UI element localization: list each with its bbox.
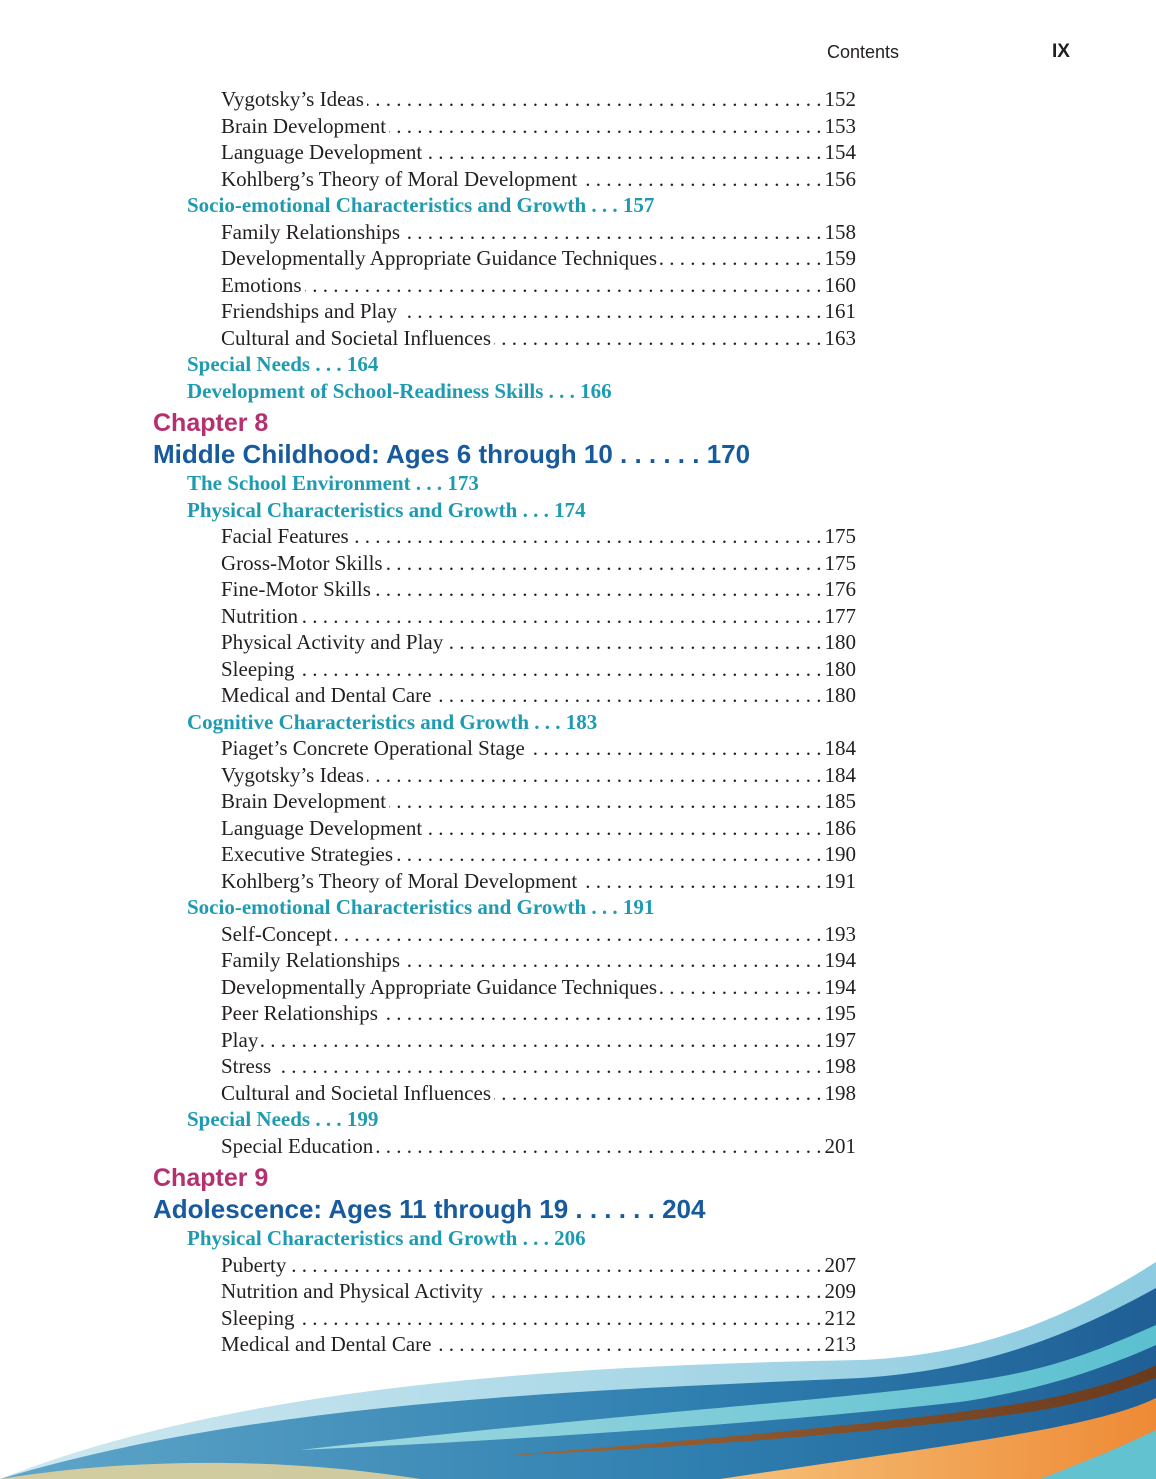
toc-entry [221,219,856,245]
toc-entry-page: 190 [824,842,856,866]
toc-entry-title: Fine-Motor Skills [221,577,371,601]
toc-entry [221,841,856,867]
toc-section-heading: Physical Characteristics and Growth . . . 206 [187,1226,586,1250]
toc-entry-title: Family Relationships [221,948,401,972]
toc-entry-title: Self-Concept [221,921,332,946]
toc-entry-title: Piaget’s Concrete Operational Stage [221,736,525,760]
toc-section-heading: Socio-emotional Characteristics and Growth . . . 191 [187,895,655,919]
toc-section-heading: Special Needs . . . 199 [187,1107,379,1131]
dot-leader [446,629,821,655]
dot-leader [352,523,822,549]
toc-entry-title: Facial Features [221,524,349,548]
toc-entry-page: 201 [824,1133,856,1158]
toc-entry-title: Cultural and Societal Influences [221,1080,491,1105]
dot-leader [580,166,821,192]
toc-entry [221,86,856,112]
running-header-section: Contents [827,42,900,62]
toc-entry [221,1027,856,1053]
dot-leader [425,139,821,165]
toc-entry-page: 180 [824,656,856,681]
toc-entry-page: 175 [824,550,856,575]
dot-leader [660,245,821,271]
chapter-title: Middle Childhood: Ages 6 through 10 . . . . . . 170 [153,439,751,469]
toc-entry [221,523,856,549]
page-number: IX [1052,41,1070,62]
toc-entry-title: Medical and Dental Care [221,1332,432,1356]
toc-entry-title: Kohlberg’s Theory of Moral Development [221,166,578,191]
toc-entry-title: Family Relationships [221,219,401,244]
toc-entry-page: 198 [824,1080,856,1105]
toc-entry-page: 180 [824,683,856,707]
toc-entry-title: Language Development [221,140,423,164]
toc-entry [221,576,856,602]
toc-entry-page: 163 [824,325,856,350]
toc-entry-title: Gross-Motor Skills [221,550,383,575]
dot-leader [274,1053,821,1079]
dot-leader [403,219,821,245]
toc-entry-page: 160 [824,272,856,297]
toc-entry-title: Vygotsky’s Ideas [221,762,364,787]
dot-leader [660,974,821,1000]
toc-entry [221,603,856,629]
toc-entry-title: Peer Relationships [221,1001,378,1025]
toc-entry-title: Nutrition and Physical Activity [221,1279,483,1303]
toc-entry-page: 197 [824,1027,856,1052]
toc-section-heading: The School Environment . . . 173 [187,471,479,495]
toc-entry-page: 193 [824,921,856,946]
toc-entry-page: 175 [824,524,856,548]
toc-entry-page: 154 [824,140,856,164]
dot-leader [389,788,821,814]
toc-entry-title: Sleeping [221,656,295,681]
toc-entry [221,788,856,814]
toc-entry-title: Medical and Dental Care [221,683,432,707]
toc-entry-title: Brain Development [221,113,387,138]
toc-entry [221,272,856,298]
toc-entry-title: Puberty [221,1252,287,1277]
dot-leader [386,550,822,576]
toc-entry-title: Stress [221,1054,272,1078]
toc-section-heading: Socio-emotional Characteristics and Growth . . . 157 [187,193,655,217]
toc-entry-title: Developmentally Appropriate Guidance Techniques [221,974,658,999]
toc-entry-title: Play [221,1027,259,1052]
dot-leader [403,947,821,973]
toc-entry-page: 194 [824,948,856,972]
chapter-title: Adolescence: Ages 11 through 19 . . . . . . 204 [153,1194,706,1224]
toc-entry [221,325,856,351]
dot-leader [381,1000,822,1026]
decorative-wave-graphic [0,1250,1156,1479]
toc-entry-page: 161 [824,299,856,323]
toc-entry-title: Cultural and Societal Influences [221,325,491,350]
dot-leader [367,762,822,788]
toc-entry-title: Nutrition [221,603,298,628]
toc-entry [221,1053,856,1079]
toc-entry-title: Vygotsky’s Ideas [221,87,364,111]
toc-entry-page: 212 [824,1305,856,1330]
toc-entry-page: 195 [824,1001,856,1025]
toc-entry-title: Emotions [221,272,302,297]
toc-entry-page: 184 [824,736,856,760]
dot-leader [305,272,822,298]
chapter-label: Chapter 8 [153,409,269,437]
toc-entry-title: Brain Development [221,789,387,813]
dot-leader [298,656,822,682]
toc-entry [221,550,856,576]
toc-entry-page: 207 [824,1252,856,1277]
toc-entry-page: 153 [824,113,856,138]
toc-entry-page: 198 [824,1054,856,1078]
toc-entry [221,735,856,761]
toc-entry-page: 186 [824,815,856,840]
dot-leader [301,603,822,629]
toc-entry [221,113,856,139]
dot-leader [400,298,821,324]
toc-entry [221,815,856,841]
toc-section-heading: Cognitive Characteristics and Growth . . . 183 [187,709,598,734]
dot-leader [425,815,821,841]
toc-entry-title: Language Development [221,815,423,840]
toc-entry-page: 176 [824,577,856,601]
dot-leader [494,1080,822,1106]
toc-entry-page: 185 [824,789,856,813]
toc-entry-title: Developmentally Appropriate Guidance Techniques [221,246,658,270]
toc-entry-page: 184 [824,762,856,787]
toc-section-heading: Development of School-Readiness Skills . . . 166 [187,378,612,403]
toc-entry [221,762,856,788]
toc-entry [221,656,856,682]
dot-leader [335,921,822,947]
toc-entry [221,921,856,947]
toc-entry-page: 156 [824,166,856,191]
dot-leader [494,325,822,351]
running-header [0,40,1156,66]
toc-entry-page: 209 [824,1279,856,1303]
toc-entry [221,245,856,271]
dot-leader [376,1133,821,1159]
toc-entry [221,629,856,655]
dot-leader [367,86,822,112]
toc-entry-title: Physical Activity and Play [221,630,444,654]
toc-entry [221,682,856,708]
toc-entry [221,1000,856,1026]
dot-leader [435,682,822,708]
toc-entry [221,947,856,973]
dot-leader [580,868,821,894]
dot-leader [261,1027,821,1053]
toc-entry [221,298,856,324]
dot-leader [389,113,821,139]
toc-entry-page: 213 [824,1332,856,1356]
toc-entry-page: 177 [824,603,856,628]
toc-entry-title: Kohlberg’s Theory of Moral Development [221,868,578,893]
toc-entry-page: 159 [824,246,856,270]
toc-entry-page: 180 [824,630,856,654]
chapter-label: Chapter 9 [153,1164,269,1192]
toc-entry-page: 152 [824,87,856,111]
toc-entry [221,868,856,894]
toc-entry-page: 191 [824,868,856,893]
dot-leader [374,576,822,602]
dot-leader [528,735,822,761]
toc-section-heading: Special Needs . . . 164 [187,352,379,376]
toc-entry [221,1080,856,1106]
toc-entry [221,139,856,165]
toc-entry-title: Executive Strategies [221,842,394,866]
toc-entry-page: 158 [824,219,856,244]
toc-entry [221,974,856,1000]
toc-section-heading: Physical Characteristics and Growth . . . 174 [187,497,586,522]
toc-entry-title: Friendships and Play [221,299,398,323]
toc-entry [221,1133,856,1159]
toc-entry-title: Sleeping [221,1305,295,1330]
toc-entry [221,166,856,192]
toc-entry-page: 194 [824,974,856,999]
toc-entry-title: Special Education [221,1133,374,1158]
dot-leader [396,841,821,867]
